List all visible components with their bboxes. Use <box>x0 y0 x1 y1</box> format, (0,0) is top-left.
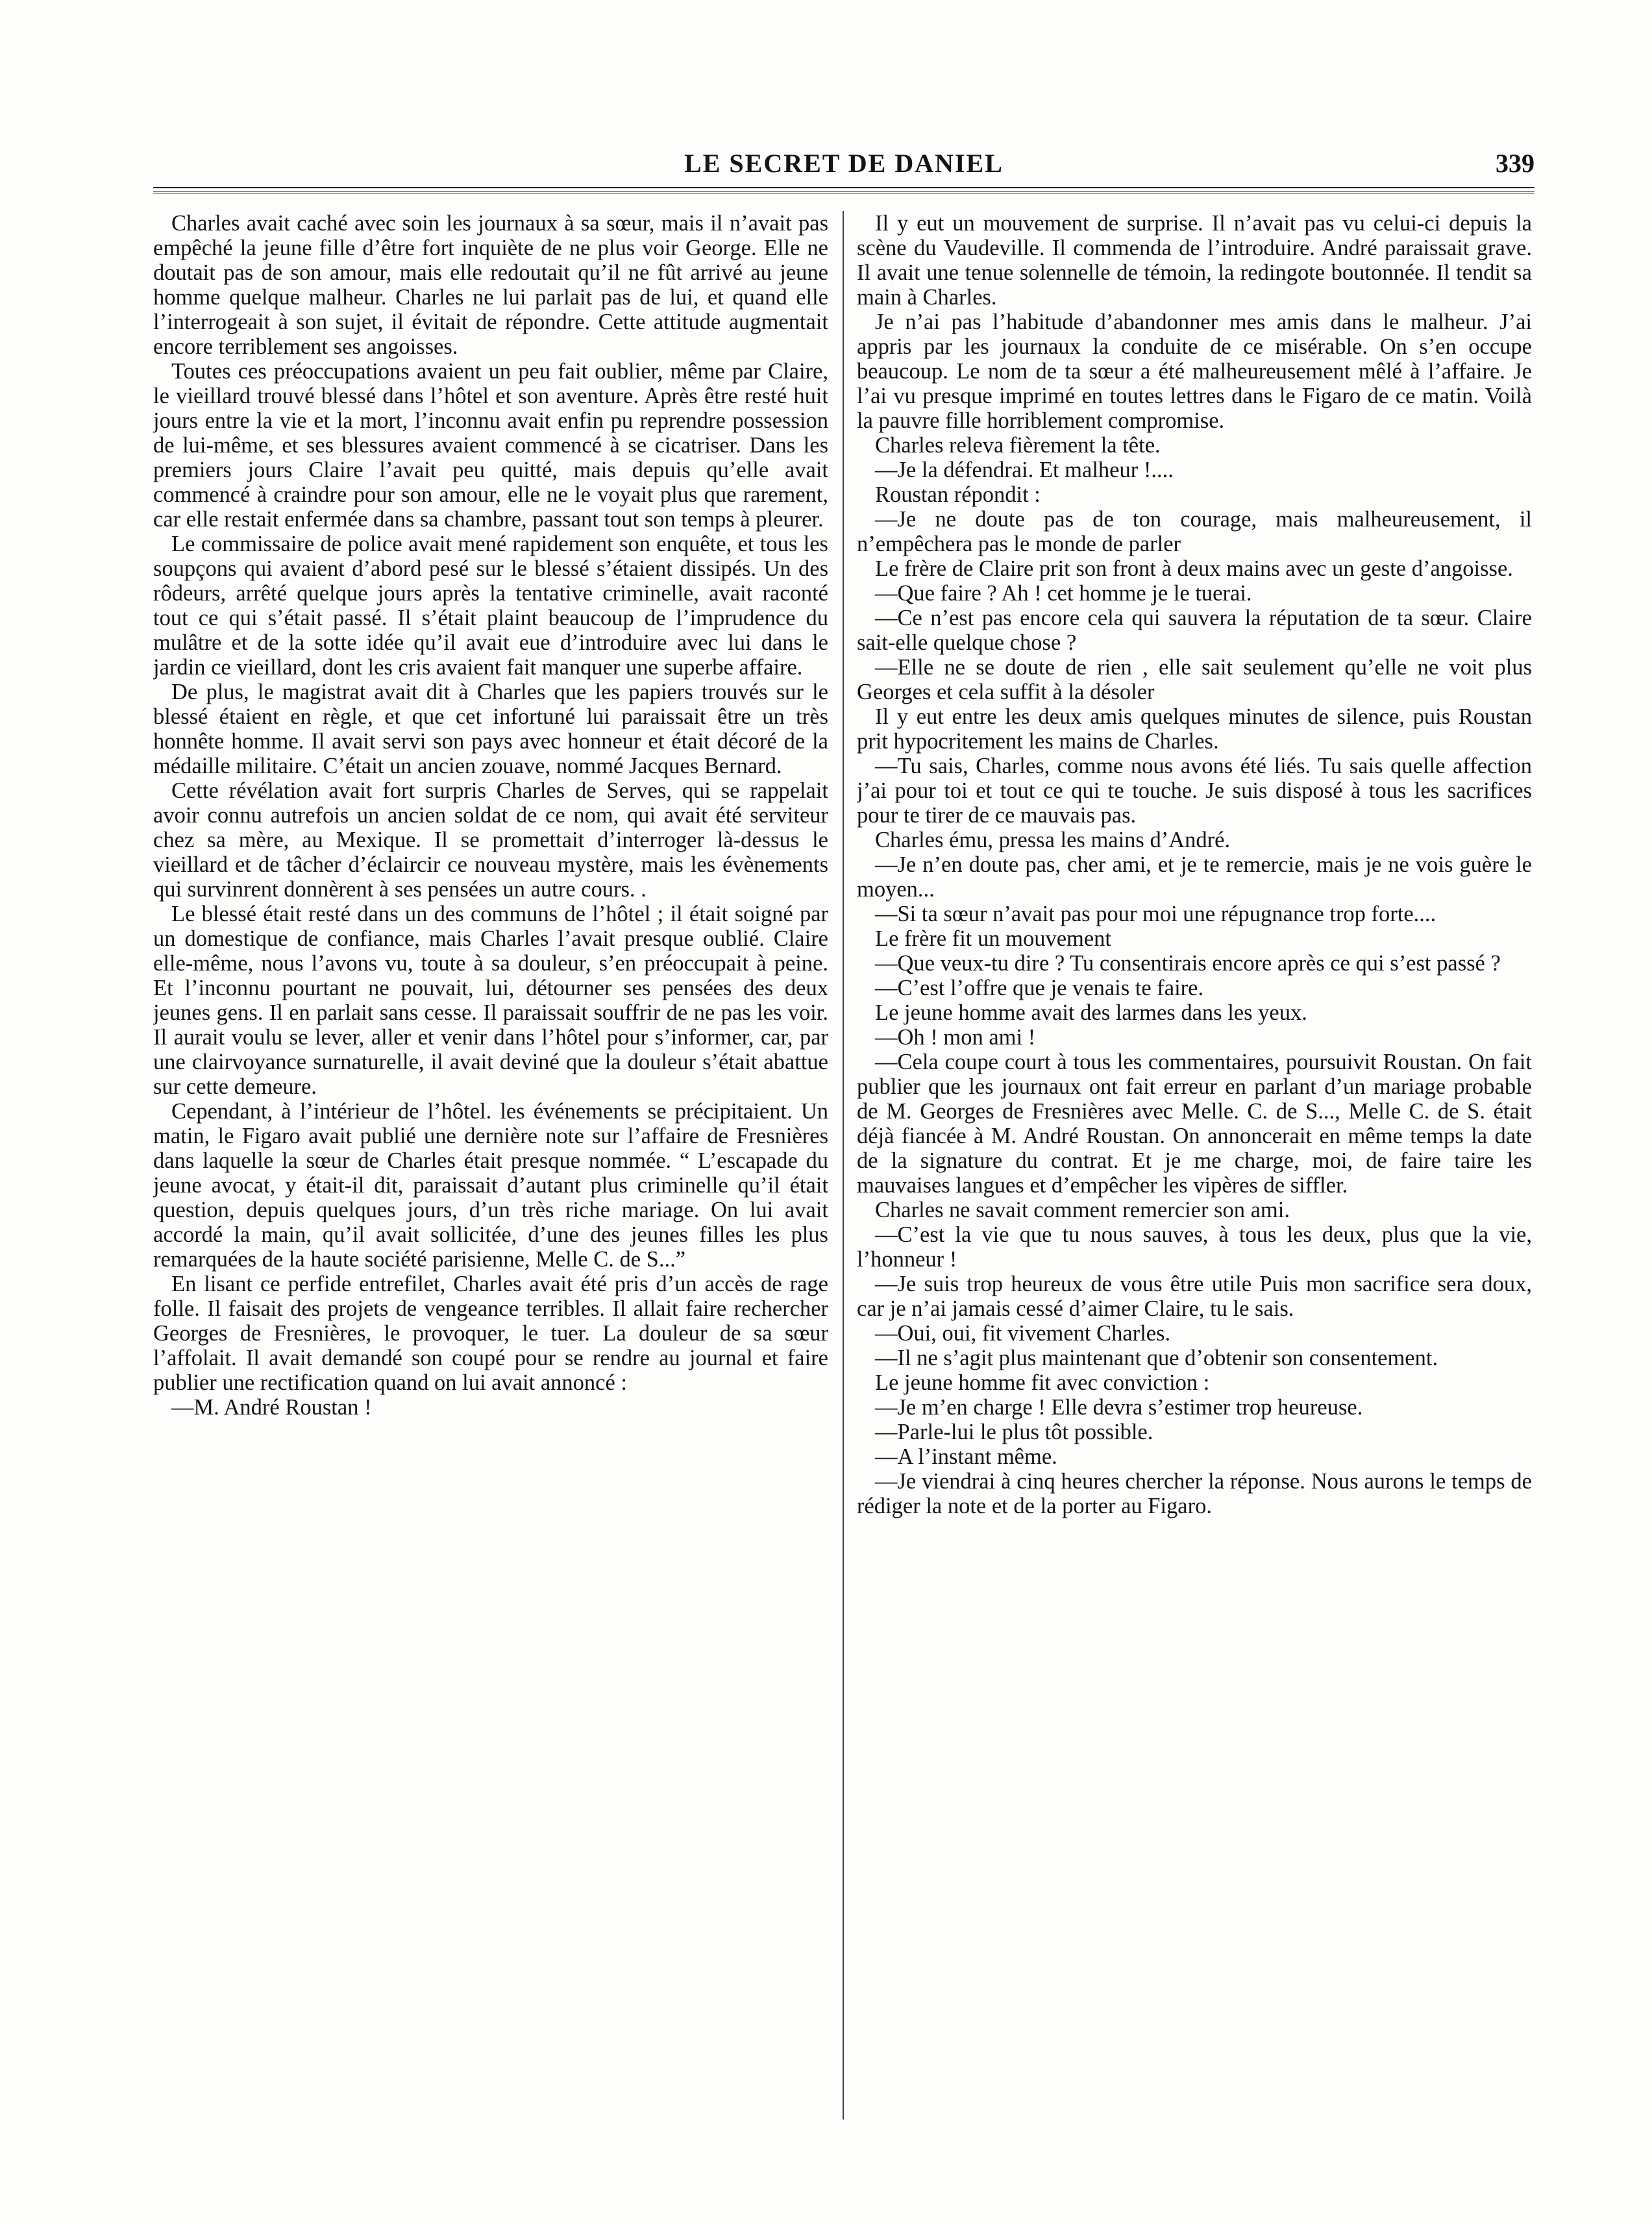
paragraph: Charles ému, pressa les mains d’André. <box>875 828 1231 852</box>
paragraph: —Je suis trop heureux de vous être utile Puis mon sacrifice sera doux, car je n’ai jamais cessé d’aimer Claire, tu le sais. <box>857 1272 1532 1321</box>
paragraph: Il y eut entre les deux amis quelques minutes de silence, puis Roustan prit hypocritement les mains de Charles. <box>857 704 1532 754</box>
paragraph: Charles releva fièrement la tête. <box>875 433 1161 458</box>
paragraph: —C’est la vie que tu nous sauves, à tous les deux, plus que la vie, l’honneur ! <box>857 1222 1532 1272</box>
paragraph: —Je m’en charge ! Elle devra s’estimer trop heureuse. <box>875 1395 1363 1420</box>
paragraph: Charles ne savait comment remercier son ami. <box>875 1198 1290 1222</box>
paragraph: Le frère de Claire prit son front à deux mains avec un geste d’angoisse. <box>875 556 1513 581</box>
column-divider <box>843 211 844 2119</box>
right-column <box>857 211 1532 2132</box>
paragraph: —Si ta sœur n’avait pas pour moi une répugnance trop forte.... <box>875 902 1436 926</box>
paragraph: —Cela coupe court à tous les commentaires, poursuivit Roustan. On fait publier que les journaux ont fait erreur en parlant d’un mariage probable de M. Georges de Fresnières avec Melle. C. de S..., Melle C. de S. était déjà fiancée à M. André Roustan. On annoncerait en même temps la date de la signature du contrat. Et je me charge, moi, de faire taire les mauvaises langues et d’empêcher les vipères de siffler. <box>857 1050 1532 1198</box>
paragraph: Le commissaire de police avait mené rapidement son enquête, et tous les soupçons qui avaient d’abord pesé sur le blessé s’étaient dissipés. Un des rôdeurs, arrêté quelque jours après la tentative criminelle, avait raconté tout ce qui s’était passé. Il s’était plaint beaucoup de l’imprudence du mulâtre et de la sotte idée qu’il avait eue d’introduire avec lui dans le jardin ce vieillard, dont les cris avaient fait manquer une superbe affaire. <box>153 532 828 680</box>
paragraph: —Je n’en doute pas, cher ami, et je te remercie, mais je ne vois guère le moyen... <box>857 852 1532 902</box>
paragraph: —Je la défendrai. Et malheur !.... <box>875 458 1174 482</box>
header-rule <box>153 187 1535 193</box>
paragraph: Le jeune homme fit avec conviction : <box>875 1370 1210 1395</box>
paragraph: En lisant ce perfide entrefilet, Charles avait été pris d’un accès de rage folle. Il faisait des projets de vengeance terribles. Il allait faire rechercher Georges de Fresnières, le provoquer, le tuer. La douleur de sa sœur l’affolait. Il avait demandé son coupé pour se rendre au journal et faire publier une rectification quand on lui avait annoncé : <box>153 1272 828 1395</box>
paragraph: Charles avait caché avec soin les journaux à sa sœur, mais il n’avait pas empêché la jeune fille d’être fort inquiète de ne plus voir George. Elle ne doutait pas de son amour, mais elle redoutait qu’il ne fût arrivé au jeune homme quelque malheur. Charles ne lui parlait pas de lui, et quand elle l’interrogeait à son sujet, il évitait de répondre. Cette attitude augmentait encore terriblement ses angoisses. <box>153 211 828 359</box>
paragraph: —Ce n’est pas encore cela qui sauvera la réputation de ta sœur. Claire sait-elle quelque chose ? <box>857 606 1532 655</box>
paragraph: —Que faire ? Ah ! cet homme je le tuerai. <box>875 581 1252 606</box>
running-head <box>153 148 1535 182</box>
paragraph: —Elle ne se doute de rien , elle sait seulement qu’elle ne voit plus Georges et cela suffit à la désoler <box>857 655 1532 704</box>
paragraph: —Tu sais, Charles, comme nous avons été liés. Tu sais quelle affection j’ai pour toi et tout ce qui te touche. Je suis disposé à tous les sacrifices pour te tirer de ce mauvais pas. <box>857 754 1532 828</box>
paragraph: —M. André Roustan ! <box>171 1395 372 1420</box>
paragraph: —Parle-lui le plus tôt possible. <box>875 1420 1153 1444</box>
paragraph: Roustan répondit : <box>875 482 1041 507</box>
paragraph: Le blessé était resté dans un des communs de l’hôtel ; il était soigné par un domestique de confiance, mais Charles l’avait presque oublié. Claire elle-même, nous l’avons vu, toute à sa douleur, s’en préoccupait à peine. Et l’inconnu pourtant ne pouvait, lui, détourner ses pensées des deux jeunes gens. Il en parlait sans cesse. Il paraissait souffrir de ne pas les voir. Il aurait voulu se lever, aller et venir dans l’hôtel pour s’informer, car, par une clairvoyance surnaturelle, il avait deviné que la douleur s’était abattue sur cette demeure. <box>153 902 828 1099</box>
paragraph: Le jeune homme avait des larmes dans les yeux. <box>875 1000 1307 1025</box>
paragraph: —Oui, oui, fit vivement Charles. <box>875 1321 1171 1346</box>
paragraph: —Il ne s’agit plus maintenant que d’obtenir son consentement. <box>875 1346 1438 1370</box>
paragraph: Il y eut un mouvement de surprise. Il n’avait pas vu celui-ci depuis la scène du Vaudeville. Il commenda de l’introduire. André paraissait grave. Il avait une tenue solennelle de témoin, la redingote boutonnée. Il tendit sa main à Charles. <box>857 211 1532 310</box>
paragraph: De plus, le magistrat avait dit à Charles que les papiers trouvés sur le blessé étaient en règle, et que cet infortuné lui paraissait être un très honnête homme. Il avait servi son pays avec honneur et était décoré de la médaille militaire. C’était un ancien zouave, nommé Jacques Bernard. <box>153 680 828 778</box>
page-number: 339 <box>1496 149 1535 178</box>
paragraph: —Je ne doute pas de ton courage, mais malheureusement, il n’empêchera pas le monde de parler <box>857 507 1532 556</box>
paragraph: —Je viendrai à cinq heures chercher la réponse. Nous aurons le temps de rédiger la note et de la porter au Figaro. <box>857 1469 1532 1518</box>
paragraph: —C’est l’offre que je venais te faire. <box>875 976 1204 1000</box>
paragraph: Toutes ces préoccupations avaient un peu fait oublier, même par Claire, le vieillard trouvé blessé dans l’hôtel et son aventure. Après être resté huit jours entre la vie et la mort, l’inconnu avait enfin pu reprendre possession de lui-même, et ses blessures avaient commencé à se cicatriser. Dans les premiers jours Claire l’avait peu quitté, mais depuis qu’elle avait commencé à craindre pour son amour, elle ne le voyait plus que rarement, car elle restait enfermée dans sa chambre, passant tout son temps à pleurer. <box>153 359 828 532</box>
paragraph: Cette révélation avait fort surpris Charles de Serves, qui se rappelait avoir connu autrefois un ancien soldat de ce nom, qui avait été serviteur chez sa mère, au Mexique. Il se promettait d’interroger là-dessus le vieillard et de tâcher d’éclaircir ce nouveau mystère, mais les évènements qui survinrent donnèrent à ses pensées un autre cours. . <box>153 778 828 902</box>
paragraph: —Que veux-tu dire ? Tu consentirais encore après ce qui s’est passé ? <box>875 951 1501 976</box>
paragraph: Je n’ai pas l’habitude d’abandonner mes amis dans le malheur. J’ai appris par les journaux la conduite de ce misérable. On s’en occupe beaucoup. Le nom de ta sœur a été malheureusement mêlé à l’affaire. Je l’ai vu presque imprimé en toutes lettres dans le Figaro de ce matin. Voilà la pauvre fille horriblement compromise. <box>857 310 1532 433</box>
left-column <box>153 211 828 2132</box>
running-title: LE SECRET DE DANIEL <box>684 149 1004 178</box>
paragraph: Cependant, à l’intérieur de l’hôtel. les événements se précipitaient. Un matin, le Figaro avait publié une dernière note sur l’affaire de Fresnières dans laquelle la sœur de Charles était presque nommée. “ L’escapade du jeune avocat, y était-il dit, paraissait d’autant plus criminelle qu’il était question, depuis quelques jours, d’un très riche mariage. On lui avait accordé la main, qu’il avait sollicitée, d’une des jeunes filles les plus remarquées de la haute société parisienne, Melle C. de S...” <box>153 1099 828 1272</box>
paragraph: —Oh ! mon ami ! <box>875 1025 1036 1050</box>
paragraph: Le frère fit un mouvement <box>875 926 1112 951</box>
paragraph: —A l’instant même. <box>875 1444 1057 1469</box>
